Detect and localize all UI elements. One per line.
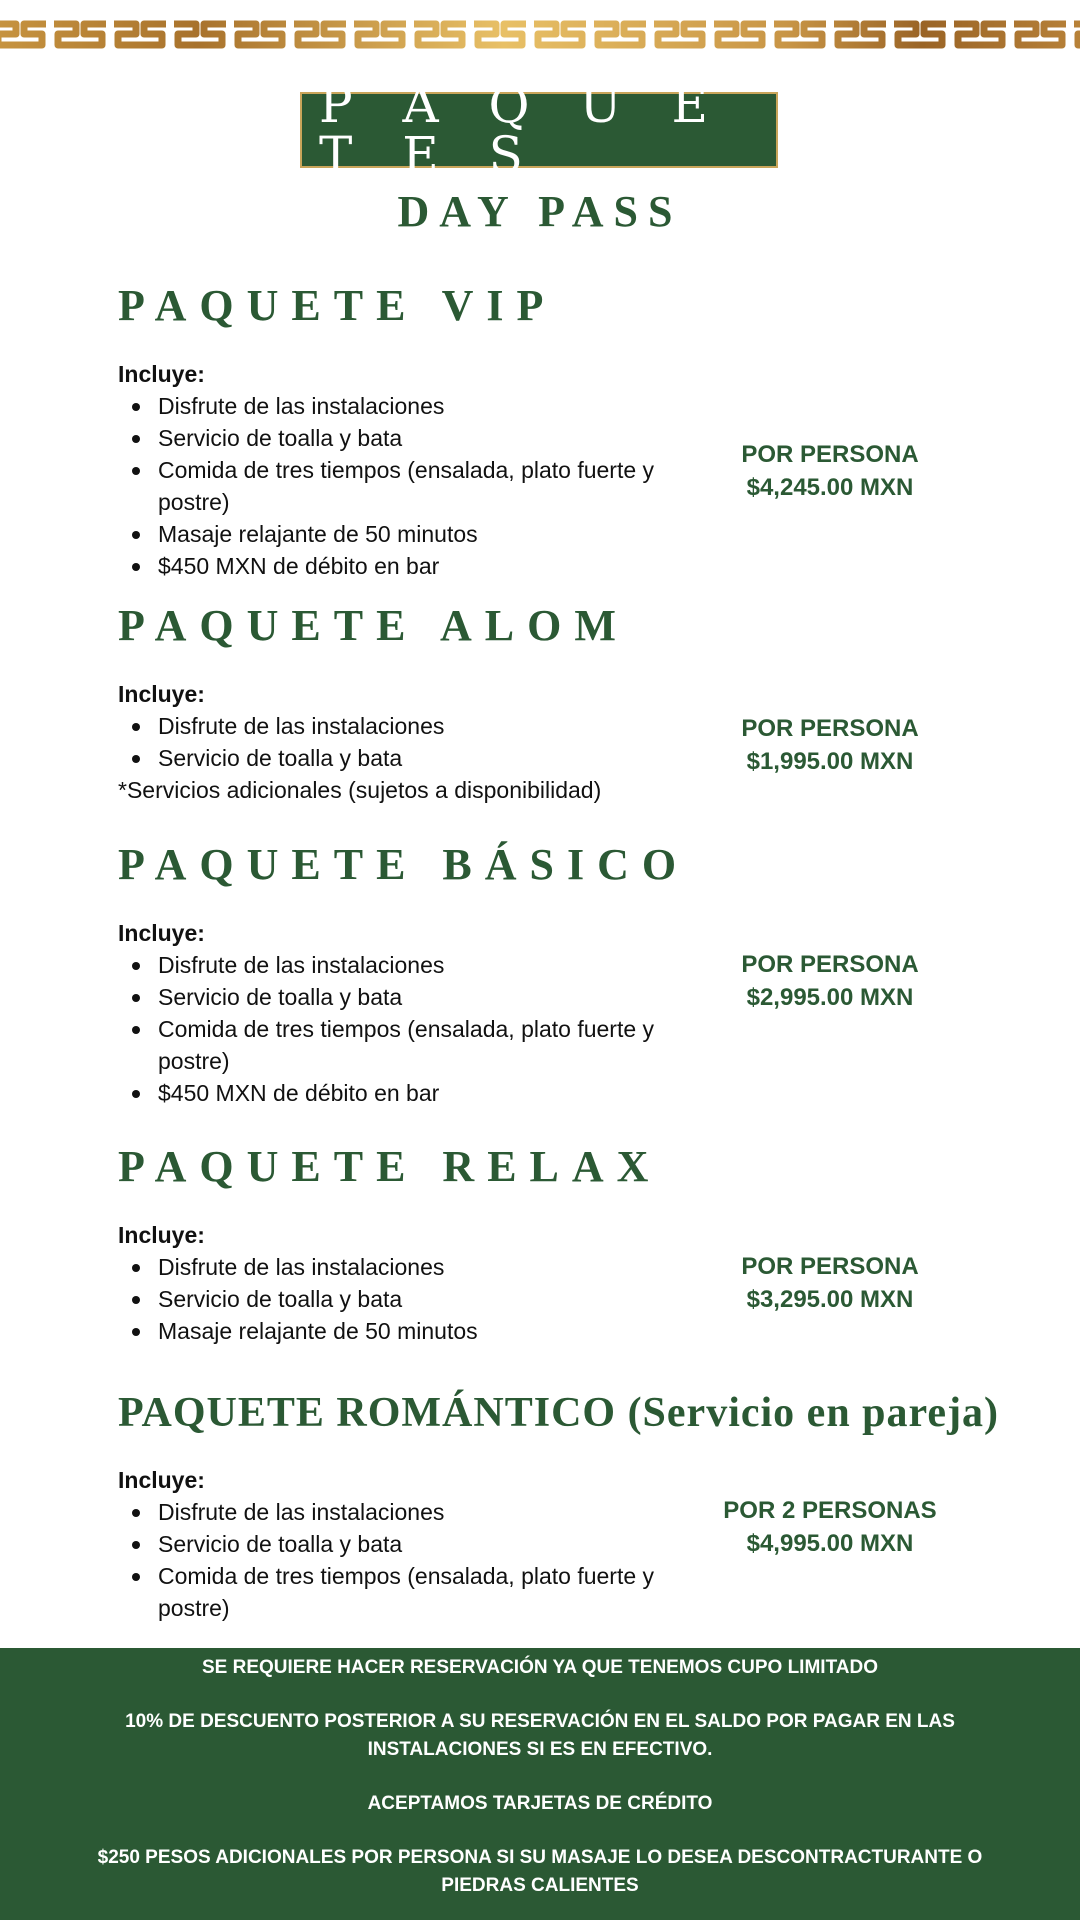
list-item: Comida de tres tiempos (ensalada, plato fuerte y postre)	[118, 1560, 678, 1624]
list-item: Comida de tres tiempos (ensalada, plato fuerte y postre)	[118, 1013, 678, 1077]
list-item: $450 MXN de débito en bar	[118, 550, 678, 582]
package-title: PAQUETE BÁSICO	[118, 840, 690, 889]
includes-label: Incluye:	[118, 1222, 205, 1248]
includes-label: Incluye:	[118, 1467, 205, 1493]
includes-list	[118, 710, 678, 774]
price-romantico	[700, 1494, 960, 1560]
includes-label: Incluye:	[118, 361, 205, 387]
greek-key-border-icon	[0, 14, 1080, 52]
list-item: Servicio de toalla y bata	[118, 981, 678, 1013]
price-amount: $4,995.00 MXN	[746, 1530, 914, 1557]
price-amount: $4,245.00 MXN	[746, 474, 914, 501]
price-alom	[700, 712, 960, 778]
list-item: Servicio de toalla y bata	[118, 742, 678, 774]
includes-list	[118, 1251, 678, 1347]
list-item: Servicio de toalla y bata	[118, 1283, 678, 1315]
list-item: Disfrute de las instalaciones	[118, 1251, 678, 1283]
price-amount: $1,995.00 MXN	[746, 748, 914, 775]
price-unit: POR 2 PERSONAS	[723, 1497, 937, 1524]
price-vip	[700, 438, 960, 504]
price-unit: POR PERSONA	[741, 715, 919, 742]
package-note: *Servicios adicionales (sujetos a disponibilidad)	[118, 777, 602, 803]
footer-notice	[0, 1648, 1080, 1920]
page-subtitle: DAY PASS	[397, 187, 683, 236]
package-title: PAQUETE VIP	[118, 281, 557, 330]
package-vip	[118, 281, 978, 582]
includes-list	[118, 1496, 678, 1624]
list-item: Disfrute de las instalaciones	[118, 1496, 678, 1528]
includes-list	[118, 390, 678, 582]
list-item: Disfrute de las instalaciones	[118, 949, 678, 981]
list-item: Comida de tres tiempos (ensalada, plato fuerte y postre)	[118, 454, 678, 518]
list-item: Servicio de toalla y bata	[118, 1528, 678, 1560]
includes-label: Incluye:	[118, 681, 205, 707]
list-item: Disfrute de las instalaciones	[118, 390, 678, 422]
price-unit: POR PERSONA	[741, 441, 919, 468]
footer-line-reservation: SE REQUIERE HACER RESERVACIÓN YA QUE TENEMOS CUPO LIMITADO	[201, 1657, 878, 1678]
footer-line-discount: 10% DE DESCUENTO POSTERIOR A SU RESERVACIÓN EN EL SALDO POR PAGAR EN LAS INSTALACIONES SI ES EN EFECTIVO.	[125, 1711, 955, 1760]
price-relax	[700, 1250, 960, 1316]
list-item: Servicio de toalla y bata	[118, 422, 678, 454]
price-unit: POR PERSONA	[741, 1253, 919, 1280]
package-title: PAQUETE RELAX	[118, 1142, 662, 1191]
list-item: Disfrute de las instalaciones	[118, 710, 678, 742]
footer-line-credit-cards: ACEPTAMOS TARJETAS DE CRÉDITO	[367, 1793, 713, 1814]
includes-label: Incluye:	[118, 920, 205, 946]
price-unit: POR PERSONA	[741, 951, 919, 978]
list-item: Masaje relajante de 50 minutos	[118, 1315, 678, 1347]
footer-line-massage-extra: $250 PESOS ADICIONALES POR PERSONA SI SU MASAJE LO DESEA DESCONTRACTURANTE O PIEDRAS CALIENTES	[97, 1847, 983, 1896]
package-title: PAQUETE ROMÁNTICO (Servicio en pareja)	[118, 1390, 1000, 1436]
greek-key-pattern	[0, 24, 1080, 45]
list-item: Masaje relajante de 50 minutos	[118, 518, 678, 550]
list-item: $450 MXN de débito en bar	[118, 1077, 678, 1109]
package-title: PAQUETE ALOM	[118, 601, 629, 650]
includes-list	[118, 949, 678, 1109]
package-relax	[118, 1142, 978, 1347]
page-title-banner	[300, 76, 778, 184]
price-amount: $3,295.00 MXN	[746, 1286, 914, 1313]
price-basico	[700, 948, 960, 1014]
price-amount: $2,995.00 MXN	[746, 984, 914, 1011]
page-title: P A Q U E T E S	[319, 76, 725, 184]
